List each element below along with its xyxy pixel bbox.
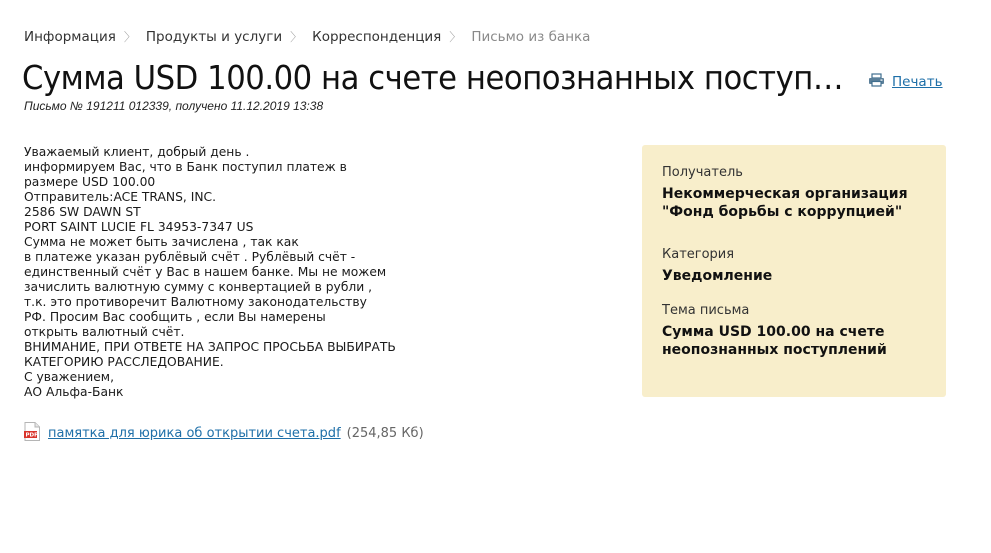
recipient-value: Некоммерческая организация "Фонд борьбы с коррупцией": [662, 186, 908, 220]
letter-line: 2586 SW DAWN ST: [24, 205, 141, 219]
breadcrumb-item-correspondence[interactable]: Корреспонденция: [312, 28, 442, 45]
letter-line: в платеже указан рублёвый счёт . Рублёвый счёт -: [24, 250, 356, 264]
letter-line: PORT SAINT LUCIE FL 34953-7347 US: [24, 220, 254, 234]
letter-line: информируем Вас, что в Банк поступил платеж в: [24, 160, 347, 174]
breadcrumb-separator: 〉: [449, 30, 462, 44]
printer-icon: [868, 73, 885, 91]
letter-line: Сумма не может быть зачислена , так как: [24, 235, 299, 249]
category-value: Уведомление: [662, 268, 773, 284]
letter-line: единственный счёт у Вас в нашем банке. Мы не можем: [24, 265, 387, 279]
subject-label: Тема письма: [662, 303, 750, 318]
letter-line: ВНИМАНИЕ, ПРИ ОТВЕТЕ НА ЗАПРОС ПРОСЬБА ВЫБИРАТЬ: [24, 340, 396, 354]
subject-value: Сумма USD 100.00 на счете неопознанных поступлений: [662, 324, 887, 358]
letter-line: Уважаемый клиент, добрый день .: [24, 145, 250, 159]
category-block: [662, 247, 926, 285]
breadcrumb-separator: 〉: [123, 30, 136, 44]
letter-line: Отправитель:ACE TRANS, INC.: [24, 190, 217, 204]
letter-line: зачислить валютную сумму с конвертацией в рубли ,: [24, 280, 373, 294]
breadcrumb: [24, 28, 590, 45]
letter-line: С уважением,: [24, 370, 114, 384]
svg-text:PDF: PDF: [25, 432, 38, 439]
page-title: Сумма USD 100.00 на счете неопознанных поступ…: [22, 58, 844, 97]
attachment: [24, 422, 424, 445]
letter-info-panel: [642, 145, 946, 397]
pdf-file-icon[interactable]: [24, 422, 40, 445]
subject-block: [662, 303, 926, 359]
breadcrumb-item-products[interactable]: Продукты и услуги: [145, 28, 283, 45]
breadcrumb-item-current: Письмо из банка: [471, 28, 591, 45]
category-label: Категория: [662, 247, 735, 262]
letter-line: размере USD 100.00: [24, 175, 156, 189]
breadcrumb-separator: 〉: [290, 30, 303, 44]
letter-line: РФ. Просим Вас сообщить , если Вы намерены: [24, 310, 326, 324]
letter-line: АО Альфа-Банк: [24, 385, 124, 399]
print-label[interactable]: Печать: [892, 74, 943, 90]
attachment-link[interactable]: памятка для юрика об открытии счета.pdf: [48, 426, 341, 441]
recipient-block: [662, 165, 926, 221]
attachment-size: (254,85 Кб): [346, 426, 424, 441]
letter-line: т.к. это противоречит Валютному законодательству: [24, 295, 367, 309]
letter-body: [24, 145, 396, 400]
letter-meta: Письмо № 191211 012339, получено 11.12.2019 13:38: [24, 99, 324, 113]
letter-line: КАТЕГОРИЮ РАССЛЕДОВАНИЕ.: [24, 355, 224, 369]
breadcrumb-item-info[interactable]: Информация: [24, 28, 116, 45]
recipient-label: Получатель: [662, 165, 743, 180]
print-button[interactable]: [868, 73, 943, 91]
letter-line: открыть валютный счёт.: [24, 325, 185, 339]
